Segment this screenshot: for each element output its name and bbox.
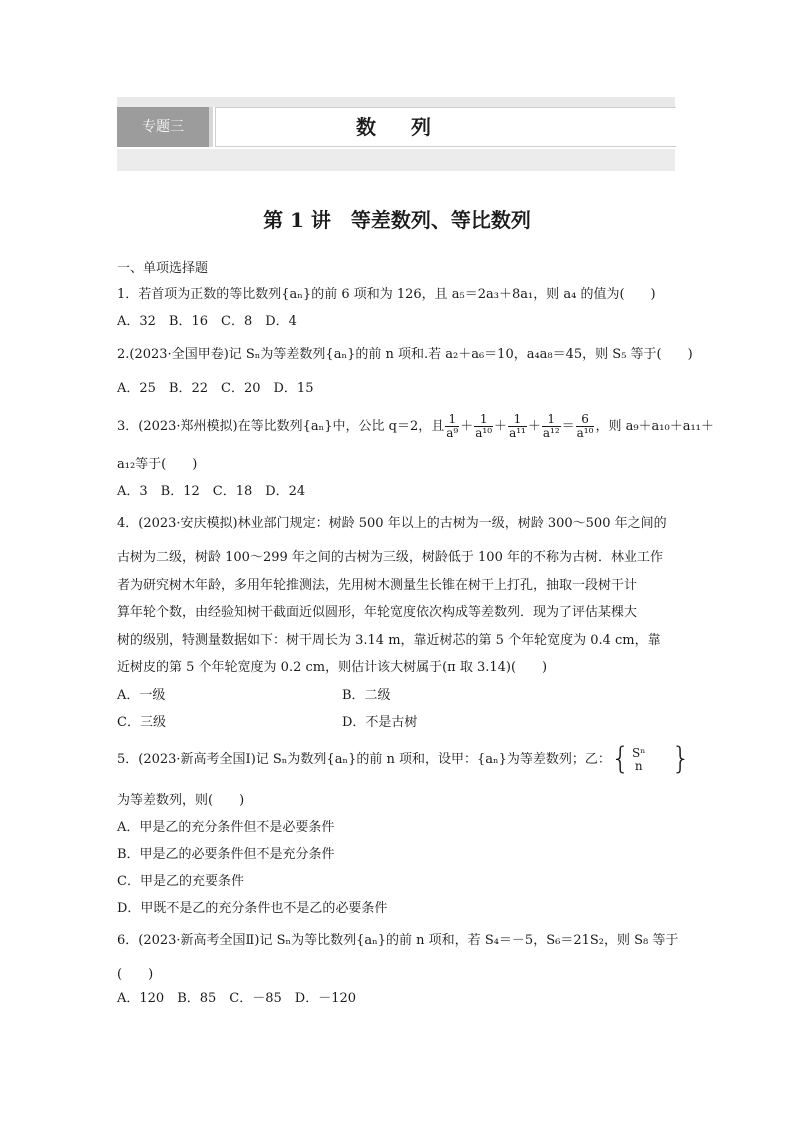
q3-stem-b: ，则 a₉＋a₁₀＋a₁₁＋ [595,419,714,434]
topic-tag: 专题三 [117,107,209,147]
q4-option-d: D．不是古树 [342,715,418,730]
q3-stem-line1: 3．(2023·郑州模拟)在等比数列{aₙ}中，公比 q＝2，且 $\frac{1}{\text{a⁹}}$ ＋ $\frac{1}{\text{a¹⁰}}$ ＋ $\frac{1}{\text{a¹¹}}$ ＋ $\frac{1}{\text{a¹²}}$ ＝ $\frac{6}{\text{a¹⁰}}$ ，则 a₉＋a₁₀＋a₁₁＋ [117,412,714,440]
q6-options: A．120 B．85 C．－85 D．－120 [117,991,357,1006]
q3-fraction-5: $\frac{6}{\text{a¹⁰}}$ [576,412,594,440]
lecture-title: 第 1 讲 等差数列、等比数列 [263,208,531,232]
q5-stem-line1: 5．(2023·新高考全国Ⅰ)记 Sₙ为数列{aₙ}的前 n 项和，设甲：{aₙ}为等差数列；乙：{ Sⁿ n } [117,741,691,777]
q3-fraction-1: $\frac{1}{\text{a⁹}}$ [446,412,459,440]
q4-line-2: 古树为二级，树龄 100～299 年之间的古树为三级，树龄低于 100 年的不称为古树．林业工作 [117,550,663,565]
topic-title: 数 列 [356,115,445,139]
q3-stem-line2: a₁₂等于( ) [117,457,198,472]
q6-stem-line1: 6．(2023·新高考全国Ⅱ)记 Sₙ为等比数列{aₙ}的前 n 项和，若 S₄＝－5，S₆＝21S₂，则 S₈ 等于 [117,933,679,948]
q3-options: A．3 B．12 C．18 D．24 [117,484,306,499]
q2-options: A．25 B．22 C．20 D．15 [117,381,314,396]
q4-line-5: 树的级别，特测量数据如下：树干周长为 3.14 m，靠近树芯的第 5 个年轮宽度为 0.4 cm，靠 [117,633,661,648]
topic-title-box [215,107,676,147]
banner-bottom-bar [117,149,675,171]
q2-stem: 2.(2023·全国甲卷)记 Sₙ为等差数列{aₙ}的前 n 项和.若 a₂＋a₆＝10，a₄a₈＝45，则 S₅ 等于( ) [117,347,693,362]
q4-option-a: A．一级 [117,688,166,703]
q3-fraction-2: $\frac{1}{\text{a¹⁰}}$ [475,412,493,440]
section-heading: 一、单项选择题 [117,261,209,276]
q5-option-c: C．甲是乙的充要条件 [117,874,244,889]
topic-banner [117,107,675,149]
q4-line-6: 近树皮的第 5 个年轮宽度为 0.2 cm，则估计该大树属于(π 取 3.14)( ) [117,660,548,675]
q5-option-b: B．甲是乙的必要条件但不是充分条件 [117,847,335,862]
q4-option-b: B．二级 [342,688,391,703]
q3-fraction-4: $\frac{1}{\text{a¹²}}$ [542,412,560,440]
q4-option-c: C．三级 [117,715,166,730]
q5-option-d: D．甲既不是乙的充分条件也不是乙的必要条件 [117,901,388,916]
tag-edge [209,107,213,147]
q4-line-1: 4．(2023·安庆模拟)林业部门规定：树龄 500 年以上的古树为一级，树龄 300～500 年之间的 [117,516,667,531]
q3-stem-a: 3．(2023·郑州模拟)在等比数列{aₙ}中，公比 q＝2，且 [117,419,445,434]
q5-stem-line2: 为等差数列，则( ) [117,793,245,808]
banner-top-bar [117,97,675,107]
q3-fraction-3: $\frac{1}{\text{a¹¹}}$ [509,412,526,440]
q5-set-fraction: Sⁿ n [632,745,646,773]
q5-stem-a: 5．(2023·新高考全国Ⅰ)记 Sₙ为数列{aₙ}的前 n 项和，设甲：{aₙ}为等差数列；乙： [117,752,611,767]
q1-stem: 1．若首项为正数的等比数列{aₙ}的前 6 项和为 126，且 a₅＝2a₃＋8a₁，则 a₄ 的值为( ) [117,287,656,302]
q4-line-4: 算年轮个数，由经验知树干截面近似圆形，年轮宽度依次构成等差数列．现为了评估某棵大 [117,605,638,620]
q6-stem-line2: ( ) [117,967,154,982]
q4-line-3: 者为研究树木年龄，多用年轮推测法，先用树木测量生长锥在树干上打孔，抽取一段树干计 [117,578,638,593]
q1-options: A．32 B．16 C．8 D．4 [117,314,297,329]
q5-option-a: A．甲是乙的充分条件但不是必要条件 [117,820,335,835]
